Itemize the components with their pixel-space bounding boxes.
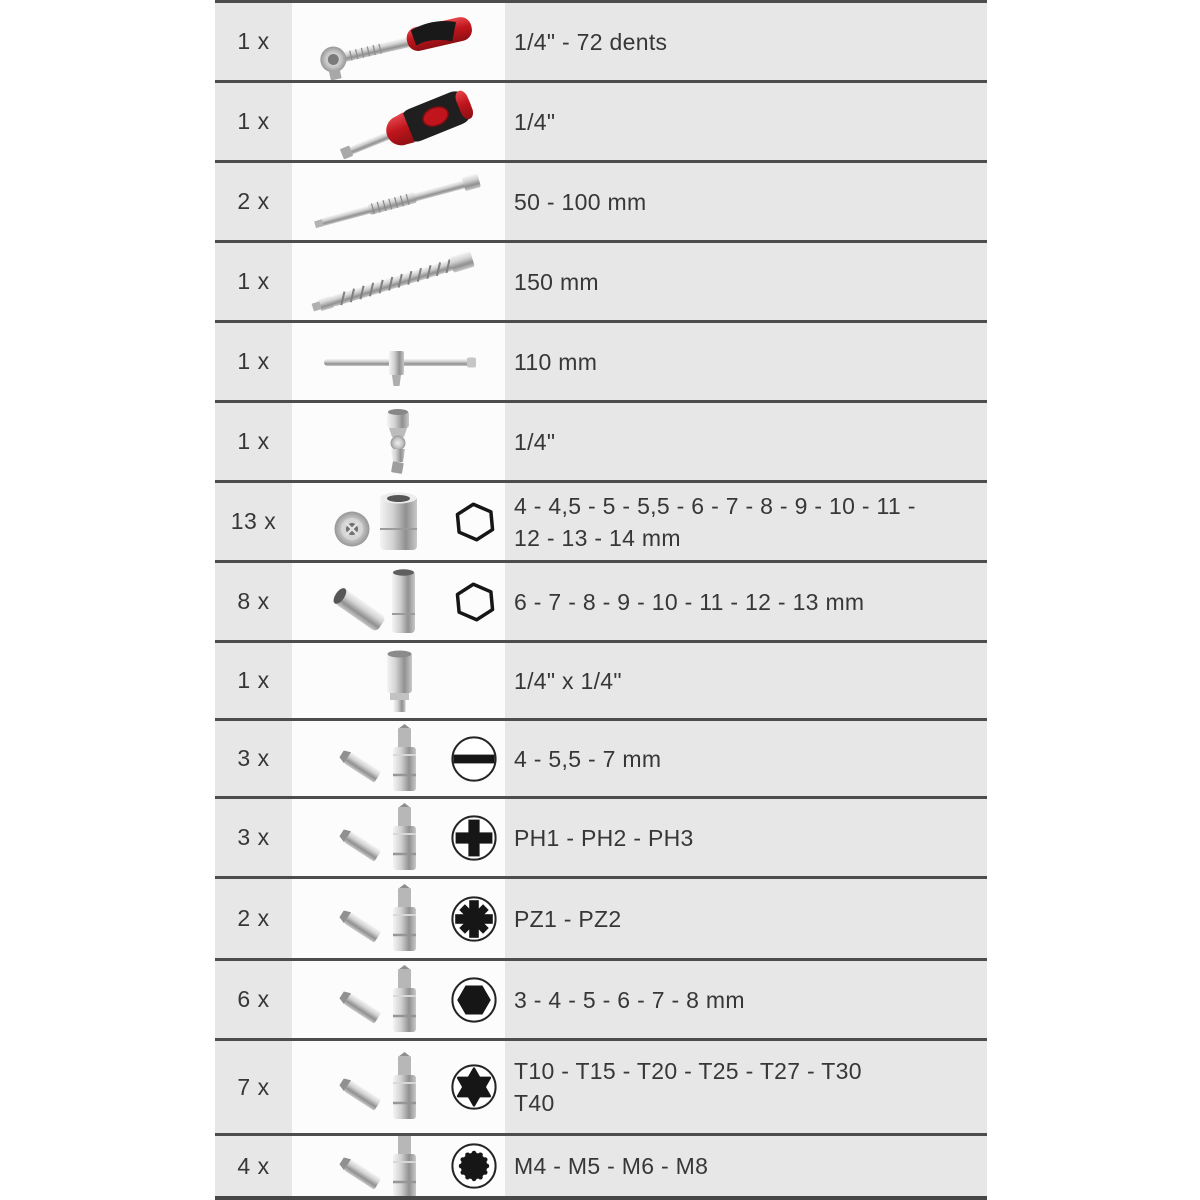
quantity-cell <box>215 1136 292 1196</box>
flexible-extension-image <box>292 243 505 320</box>
quantity-label: 13 x <box>230 508 277 534</box>
description-cell <box>505 799 987 876</box>
pozidriv-icon <box>450 895 498 943</box>
table-row <box>215 796 987 876</box>
quantity-label: 7 x <box>237 1073 270 1100</box>
tool-image-cell <box>292 563 505 640</box>
description-cell <box>505 1041 987 1133</box>
quantity-label: 2 x <box>237 188 270 214</box>
description-cell <box>505 563 987 640</box>
quantity-label: 3 x <box>237 824 270 850</box>
tool-image-cell <box>292 403 505 480</box>
table-row <box>215 560 987 640</box>
table-row <box>215 876 987 958</box>
quantity-label: 1 x <box>237 667 270 693</box>
table-row <box>215 718 987 796</box>
tool-image-cell <box>292 83 505 160</box>
tool-image-cell <box>292 163 505 240</box>
tool-image-cell <box>292 483 505 560</box>
description-line: PH1 - PH2 - PH3 <box>514 824 694 851</box>
extension-bar-image <box>292 163 505 240</box>
table-row <box>215 640 987 718</box>
description-line: 1/4" - 72 dents <box>514 28 668 55</box>
quantity-label: 8 x <box>237 588 270 614</box>
slotted-icon <box>450 735 498 783</box>
spline-icon <box>450 1142 498 1190</box>
description-line: 4 - 5,5 - 7 mm <box>514 745 662 772</box>
description-cell <box>505 323 987 400</box>
table-row <box>215 480 987 560</box>
quantity-cell <box>215 403 292 480</box>
description-cell <box>505 403 987 480</box>
tool-image-cell <box>292 799 505 876</box>
description-cell <box>505 961 987 1038</box>
tool-image-cell <box>292 1136 505 1196</box>
description-cell <box>505 243 987 320</box>
quantity-cell <box>215 3 292 80</box>
description-line: 12 - 13 - 14 mm <box>514 524 681 551</box>
quantity-label: 1 x <box>237 348 270 374</box>
table-row <box>215 1038 987 1133</box>
description-cell <box>505 163 987 240</box>
quantity-cell <box>215 799 292 876</box>
description-cell <box>505 1136 987 1196</box>
table-row <box>215 160 987 240</box>
quantity-cell <box>215 879 292 958</box>
hex-bit-icon <box>450 976 498 1024</box>
table-row <box>215 0 987 80</box>
tool-image-cell <box>292 879 505 958</box>
ratchet-image <box>292 3 505 80</box>
tool-set-contents-table <box>215 0 987 1200</box>
quantity-cell <box>215 961 292 1038</box>
quantity-cell <box>215 323 292 400</box>
tool-image-cell <box>292 243 505 320</box>
description-cell <box>505 483 987 560</box>
description-line: T40 <box>514 1090 555 1116</box>
quantity-cell <box>215 563 292 640</box>
table-row <box>215 320 987 400</box>
description-line: 1/4" <box>514 108 556 135</box>
torx-icon <box>450 1063 498 1111</box>
quantity-cell <box>215 163 292 240</box>
quantity-label: 3 x <box>237 745 270 771</box>
tool-image-cell <box>292 721 505 796</box>
quantity-cell <box>215 483 292 560</box>
table-row <box>215 958 987 1038</box>
description-cell <box>505 879 987 958</box>
quantity-label: 4 x <box>237 1152 270 1179</box>
table-row <box>215 1133 987 1196</box>
description-line: M4 - M5 - M6 - M8 <box>514 1153 709 1179</box>
description-line: 150 mm <box>514 268 599 295</box>
description-cell <box>505 643 987 718</box>
tool-image-cell <box>292 961 505 1038</box>
quantity-cell <box>215 1041 292 1133</box>
description-line: 4 - 4,5 - 5 - 5,5 - 6 - 7 - 8 - 9 - 10 - 11 - <box>514 492 916 519</box>
tool-image-cell <box>292 3 505 80</box>
description-line: 110 mm <box>514 348 598 375</box>
description-line: 3 - 4 - 5 - 6 - 7 - 8 mm <box>514 986 745 1013</box>
description-line: 50 - 100 mm <box>514 188 647 215</box>
table-row <box>215 80 987 160</box>
description-line: PZ1 - PZ2 <box>514 905 622 932</box>
quantity-cell <box>215 721 292 796</box>
quantity-cell <box>215 83 292 160</box>
table-row <box>215 400 987 480</box>
quantity-label: 6 x <box>237 986 270 1012</box>
description-cell <box>505 3 987 80</box>
quantity-cell <box>215 643 292 718</box>
tool-image-cell <box>292 643 505 718</box>
screwdriver-handle-image <box>292 83 505 160</box>
hex-socket-icon <box>452 501 498 543</box>
t-bar-image <box>292 323 505 400</box>
quantity-label: 1 x <box>237 28 270 54</box>
description-line: 1/4" <box>514 428 556 455</box>
description-cell <box>505 83 987 160</box>
description-line: 6 - 7 - 8 - 9 - 10 - 11 - 12 - 13 mm <box>514 588 865 615</box>
description-line: T10 - T15 - T20 - T25 - T27 - T30 <box>514 1058 862 1084</box>
quantity-label: 1 x <box>237 428 270 454</box>
tool-image-cell <box>292 323 505 400</box>
quantity-label: 1 x <box>237 268 270 294</box>
quantity-label: 2 x <box>237 905 270 931</box>
universal-joint-image <box>292 403 505 480</box>
quantity-label: 1 x <box>237 108 270 134</box>
phillips-icon <box>450 814 498 862</box>
description-cell <box>505 721 987 796</box>
quantity-cell <box>215 243 292 320</box>
description-line: 1/4" x 1/4" <box>514 667 622 694</box>
hex-socket-icon <box>452 581 498 623</box>
tool-image-cell <box>292 1041 505 1133</box>
adapter-image <box>292 643 505 718</box>
table-row <box>215 240 987 320</box>
